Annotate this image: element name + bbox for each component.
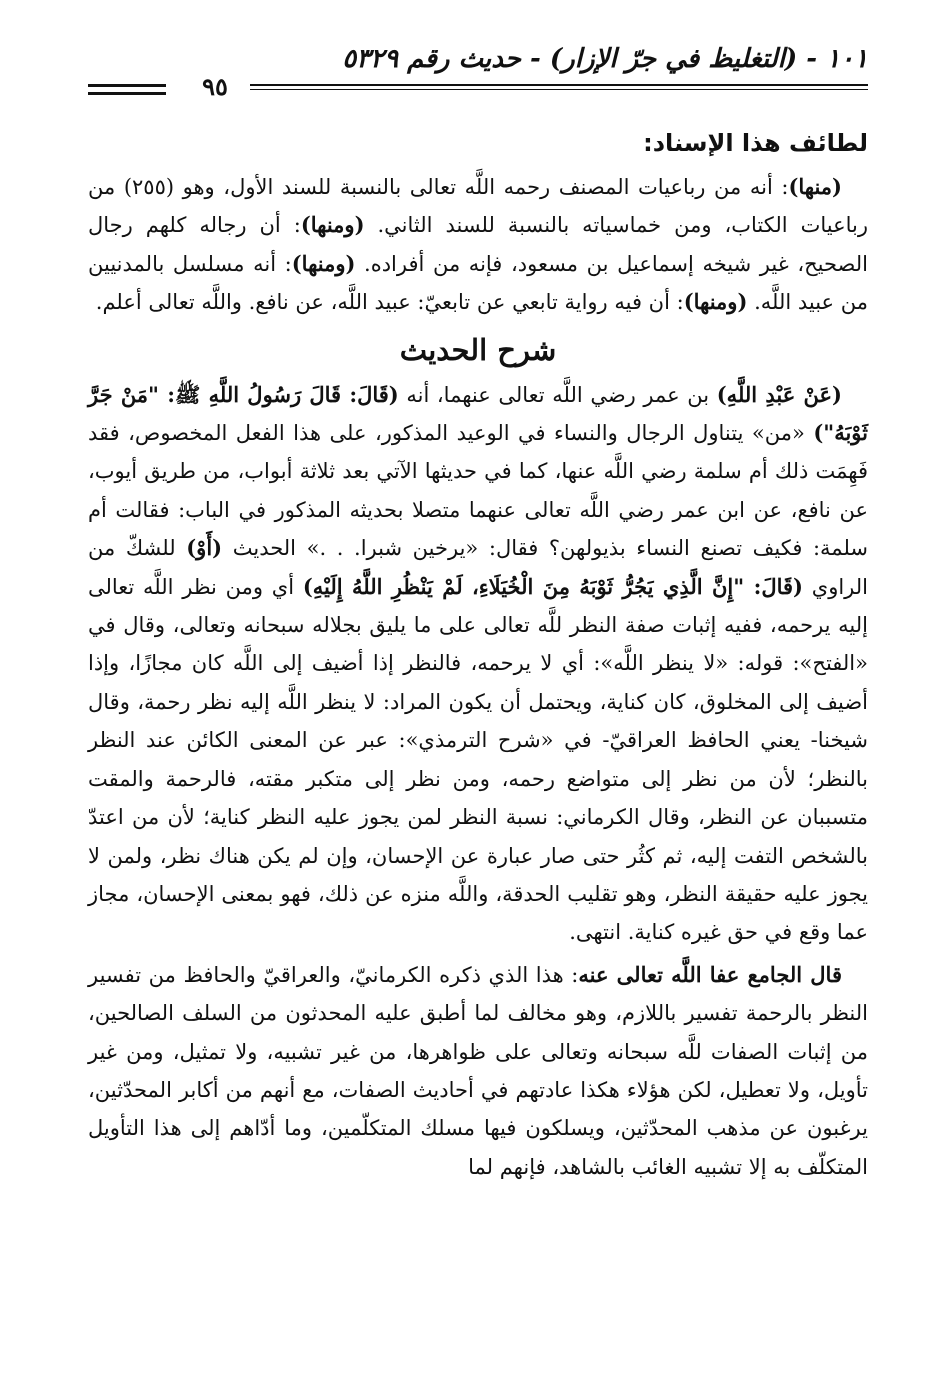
text-run: : أنه من رباعيات المصنف رحمه اللَّه تعالى بالنسبة للسند الأول، وهو (٢٥٥) من رباعيات الكتاب، ومن خماسياته بالنسبة للسند الثاني. [88, 175, 868, 238]
text-run: أي ومن نظر اللَّه تعالى إليه يرحمه، ففيه إثبات صفة النظر للَّه تعالى على ما يليق بجلاله سبحانه وتعالى، وقال في «الفتح»: قوله: «لا ينظر اللَّه»: أي لا يرحمه، فالنظر إذا أضيف إلى اللَّه كان مجازًا، وإذا أضيف إلى المخلوق، كان كناية، ويحتمل أن يكون المراد: لا ينظر اللَّه إليه نظر رحمة، وقال شيخنا- يعني الحافظ العراقيّ- في «شرح الترمذي»: عبر عن المعنى الكائن عند النظر بالنظر؛ لأن من نظر إلى متواضع رحمه، ومن نظر إلى متكبر مقته، فالرحمة والمقت متسببان عن النظر، وقال الكرماني: نسبة النظر لمن يجوز عليه النظر كناية؛ لأن من اعتدّ بالشخص التفت إليه، ثم كثُر حتى صار عبارة عن الإحسان، وإن لم يكن هناك نظر، ولمن لا يجوز عليه حقيقة النظر، وهو تقليب الحدقة، واللَّه منزه عن ذلك، فهو بمعنى الإحسان، مجاز عما وقع في حق غيره كناية. انتهى. [88, 574, 868, 945]
bold-text-run: (أَوْ) [186, 535, 223, 561]
text-run: : أنه مسلسل بالمدنيين من عبيد اللَّه. [88, 251, 868, 315]
text-run: بن عمر رضي اللَّه تعالى عنهما، أنه [398, 382, 717, 407]
bold-text-run: (قَالَ: قَالَ رَسُولُ اللَّهِ ﷺ: "مَنْ جَرَّ ثَوْبَهُ") [88, 381, 868, 446]
bold-text-run: (ومنها) [291, 250, 356, 276]
section-heading-sharh: شرح الحديث [399, 332, 557, 367]
paragraph-sharh [88, 376, 868, 952]
text-run: «من» يتناول الرجال والنساء في الوعيد المذكور، على هذا الفعل المخصوص، فقد فَهِمَت ذلك أم سلمة رضي اللَّه عنها، كما في حديثها الآتي بعد ثلاثة أبواب، من طريق أيوب، عن نافع، عن ابن عمر رضي اللَّه تعالى عنهما متصلا بحديثه المذكور في الباب: فقالت أم سلمة: فكيف تصنع النساء بذيولهن؟ فقال: «يرخين شبرا. . .» الحديث [88, 421, 868, 561]
paragraph-jami [88, 956, 868, 1186]
page-content [88, 120, 868, 1186]
running-title: ١٠١ - (التغليظ في جرّ الإزار) - حديث رقم ٥٣٢٩ [342, 44, 868, 74]
text-run: : هذا الذي ذكره الكرمانيّ، والعراقيّ والحافظ من تفسير النظر بالرحمة تفسير باللازم، وهو مخالف لما أطبق عليه المحدثون من السلف الصالحين، من إثبات الصفات للَّه سبحانه وتعالى على ظواهرها، من غير تشبيه، ولا تمثيل، ومن غير تأويل، ولا تعطيل، لكن هؤلاء هكذا عادتهم في أحاديث الصفات، مع أنهم من أكابر المحدّثين، يرغبون عن مذهب المحدّثين، ويسلكون فيها مسلك المتكلّمين، وما أدّاهم إلى هذا التأويل المتكلّف به إلا تشبيه الغائب بالشاهد، فإنهم لما [88, 962, 868, 1179]
page-number: ٩٥ [202, 72, 228, 101]
bold-text-run: (منها) [788, 174, 842, 199]
text-run: : أن رجاله كلهم رجال الصحيح، غير شيخه إسماعيل بن مسعود، فإنه من أفراده. [88, 213, 868, 276]
text-run: للشكّ من الراوي [88, 536, 868, 599]
bold-text-run: قال الجامع عفا اللَّه تعالى عنه [578, 961, 842, 987]
bold-text-run: (ومنها) [683, 289, 748, 315]
header-rule-right [250, 84, 868, 86]
bold-text-run: (عَنْ عَبْدِ اللَّهِ) [716, 381, 842, 407]
bold-text-run: (قَالَ: "إِنَّ الَّذِي يَجُرُّ ثَوْبَهُ مِنَ الْخُيَلَاءِ، لَمْ يَنْظُرِ اللَّهُ إِلَيْهِ) [302, 573, 803, 599]
book-page [88, 38, 868, 1358]
text-run: : أن فيه رواية تابعي عن تابعيّ: عبيد اللَّه، عن نافع. واللَّه تعالى أعلم. [95, 290, 684, 315]
bold-text-run: (ومنها) [300, 212, 365, 238]
paragraph-lataif [88, 168, 868, 322]
section-heading-lataif: لطائف هذا الإسناد: [643, 129, 868, 157]
header-rule-left [88, 84, 166, 87]
